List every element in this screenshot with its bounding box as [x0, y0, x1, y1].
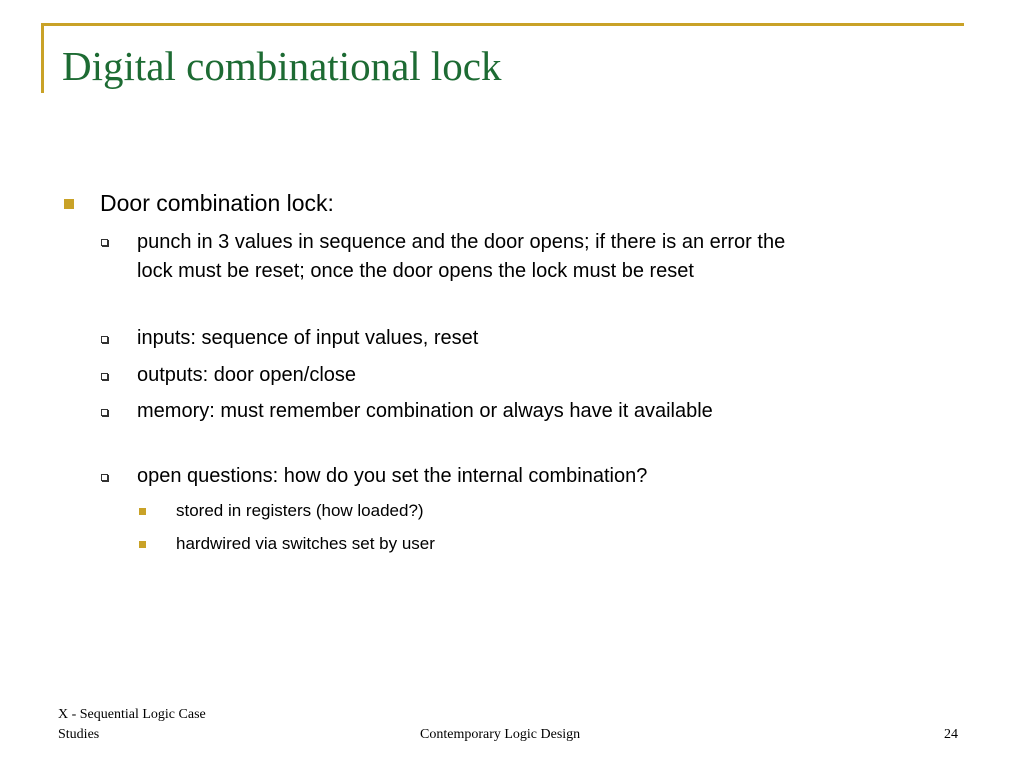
hollow-square-bullet-icon [101, 474, 108, 481]
square-bullet-icon [139, 541, 146, 548]
bullet-hardwired: hardwired via switches set by user [176, 534, 435, 553]
bullet-punch-line-2: lock must be reset; once the door opens the lock must be reset [137, 260, 694, 282]
hollow-square-bullet-icon [101, 336, 108, 343]
footer-page-number: 24 [944, 727, 958, 742]
slide-title: Digital combinational lock [62, 43, 502, 89]
hollow-square-bullet-icon [101, 409, 108, 416]
footer-chapter-line-2: Studies [58, 727, 100, 742]
bullet-stored-in-registers: stored in registers (how loaded?) [176, 501, 424, 520]
bullet-open-questions: open questions: how do you set the internal combination? [137, 465, 648, 487]
bullet-punch-line-1: punch in 3 values in sequence and the door opens; if there is an error the [137, 231, 786, 253]
bullet-door-combination-lock: Door combination lock: [100, 190, 334, 216]
bullet-memory: memory: must remember combination or always have it available [137, 400, 713, 422]
hollow-square-bullet-icon [101, 239, 108, 246]
footer-chapter-line-1: X - Sequential Logic Case [58, 707, 206, 722]
bullet-inputs: inputs: sequence of input values, reset [137, 327, 479, 349]
footer-course-title: Contemporary Logic Design [420, 727, 581, 742]
hollow-square-bullet-icon [101, 373, 108, 380]
square-bullet-icon [64, 199, 74, 209]
square-bullet-icon [139, 508, 146, 515]
bullet-outputs: outputs: door open/close [137, 364, 357, 386]
